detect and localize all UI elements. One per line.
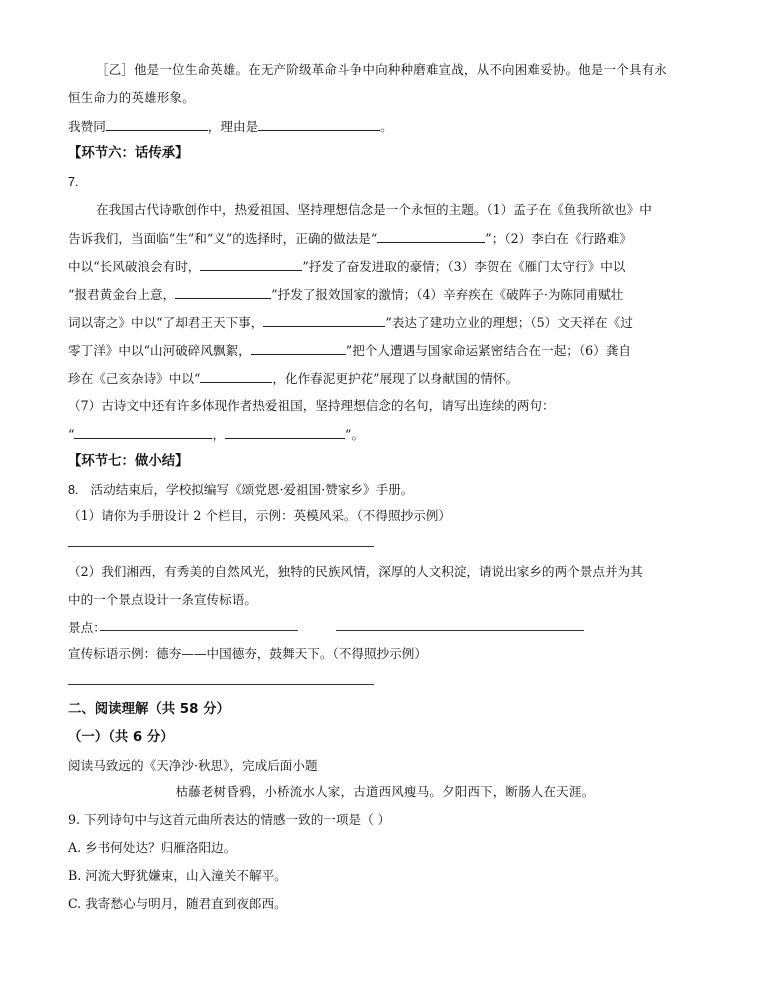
q8-stem <box>68 482 413 498</box>
answer-blank[interactable] <box>175 286 271 299</box>
answer-line[interactable] <box>336 630 584 631</box>
q7-text: ”抒发了报效国家的激情；（4）辛弃疾在《破阵子·为陈同甫赋壮 <box>271 287 624 302</box>
q7-text: 告诉我们，当面临“生”和“义”的选择时，正确的做法是“ <box>68 231 378 246</box>
q7-text: 在我国古代诗歌创作中，热爱祖国、坚持理想信念是一个永恒的主题。（1）孟子在《鱼我所欲也》中 <box>96 202 652 217</box>
quote-mark: ”。 <box>345 427 365 442</box>
answer-line[interactable] <box>68 546 374 547</box>
section-header: 【环节六：话传承】 <box>68 146 189 161</box>
option-b[interactable]: B. 河流大野犹嫌束，山入潼关不解平。 <box>68 868 287 883</box>
q7-line <box>68 286 623 303</box>
question-number: 7. <box>68 175 79 189</box>
quote-mark: “ <box>68 427 75 442</box>
q7-text: 中以“长风破浪会有时， <box>68 259 201 274</box>
q7-text: ”表达了建功立业的理想；（5）文天祥在《过 <box>385 315 633 330</box>
part-subheader: （一）（共 6 分） <box>68 730 174 745</box>
answer-blank[interactable] <box>258 118 380 131</box>
q7-text: 零丁洋》中以“山河破碎风飘絮， <box>68 343 251 358</box>
q7-text: 珍在《己亥杂诗》中以“ <box>68 371 201 386</box>
option-a[interactable]: A. 乡书何处达？归雁洛阳边。 <box>68 840 237 855</box>
q7-text: ，化作春泥更护花”展现了以身献国的情怀。 <box>272 371 519 386</box>
q7-line <box>68 258 625 275</box>
poem-text: 枯藤老树昏鸦，小桥流水人家，古道西风瘦马。夕阳西下，断肠人在天涯。 <box>175 784 595 799</box>
q9-stem: 9. 下列诗句中与这首元曲所表达的情感一致的一项是（ ） <box>68 812 391 827</box>
q7-line <box>68 230 632 247</box>
answer-blank[interactable] <box>200 370 272 383</box>
q8-text: 活动结束后，学校拟编写《颂党恩·爱祖国·赞家乡》手册。 <box>90 482 414 497</box>
q7-line <box>68 314 633 331</box>
q7-line <box>68 342 631 359</box>
answer-blank[interactable] <box>377 230 485 243</box>
slogan-example: 宣传标语示例：德夯——中国德夯，鼓舞天下。（不得照抄示例） <box>68 646 427 661</box>
answer-line[interactable] <box>68 684 374 685</box>
agree-middle: ，理由是 <box>207 119 259 134</box>
section-header: 【环节七：做小结】 <box>68 454 189 469</box>
part-header: 二、阅读理解（共 58 分） <box>68 702 230 717</box>
q7-text: “报君黄金台上意， <box>68 287 176 302</box>
yi-statement-line: 恒生命力的英雄形象。 <box>68 90 195 105</box>
q8-sub2: （2）我们湘西，有秀美的自然风光，独特的民族风情，深厚的人文积淀，请说出家乡的两个景点并为其 <box>68 564 643 579</box>
scenic-label: 景点： <box>68 620 106 635</box>
q8-sub1: （1）请你为手册设计 2 个栏目，示例：英模风采。（不得照抄示例） <box>68 508 451 523</box>
comma: ， <box>212 427 226 442</box>
option-c[interactable]: C. 我寄愁心与明月，随君直到夜郎西。 <box>68 896 287 911</box>
q7-text: ”抒发了奋发进取的豪情；（3）李贺在《雁门太守行》中以 <box>302 259 626 274</box>
q7-sub7: （7）古诗文中还有许多体现作者热爱祖国，坚持理想信念的名句，请写出连续的两句： <box>68 398 555 413</box>
agree-line <box>68 118 393 135</box>
answer-line[interactable] <box>100 630 298 631</box>
answer-blank[interactable] <box>106 118 208 131</box>
yi-statement-line: ［乙］他是一位生命英雄。在无产阶级革命斗争中向种种磨难宣战，从不向困难妥协。他是一个具有永 <box>96 62 668 77</box>
q7-sub7-answer <box>68 426 364 443</box>
q8-sub2: 中的一个景点设计一条宣传标语。 <box>68 592 257 607</box>
scenic-line <box>68 620 106 636</box>
reading-intro: 阅读马致远的《天净沙·秋思》，完成后面小题 <box>68 758 318 773</box>
answer-blank[interactable] <box>74 426 212 439</box>
answer-blank[interactable] <box>200 258 302 271</box>
q7-text: ”把个人遭遇与国家命运紧密结合在一起；（6）龚自 <box>345 343 631 358</box>
q7-text: 词以寄之》中以“了却君王天下事， <box>68 315 264 330</box>
answer-blank[interactable] <box>251 342 346 355</box>
q7-line <box>68 370 518 387</box>
answer-blank[interactable] <box>263 314 385 327</box>
agree-suffix: 。 <box>380 119 393 134</box>
q7-line <box>96 202 652 218</box>
answer-blank[interactable] <box>225 426 345 439</box>
agree-prefix: 我赞同 <box>68 119 106 134</box>
question-number: 8. <box>68 483 79 497</box>
q7-text: ”；（2）李白在《行路难》 <box>485 231 632 246</box>
